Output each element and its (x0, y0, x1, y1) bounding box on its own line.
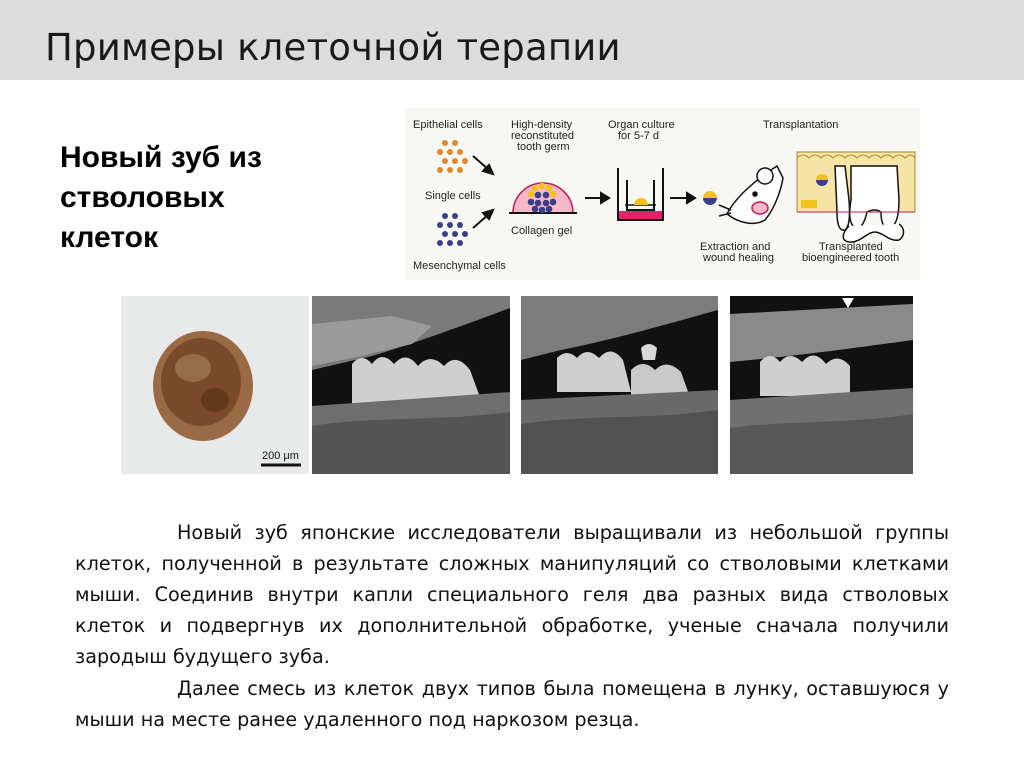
subtitle-line: клеток (60, 221, 158, 254)
epithelial-cells-cluster (437, 140, 468, 173)
organ-culture-dish-icon (618, 168, 663, 220)
label-wound-healing: wound healing (703, 252, 774, 264)
label-collagen-gel: Collagen gel (511, 225, 573, 237)
subtitle-line: Новый зуб из (60, 141, 262, 174)
jaw-ct-scan-2 (521, 296, 718, 474)
tooth-bioengineering-diagram (405, 108, 920, 280)
label-transplanted: Transplanted (819, 241, 883, 253)
label-extraction: Extraction and (700, 241, 771, 253)
body-text (75, 517, 949, 735)
label-culture-days: for 5-7 d (618, 130, 659, 142)
body-paragraph: Далее смесь из клеток двух типов была помещена в лунку, оставшуюся у мыши на месте ранее удаленного под наркозом резца. (75, 677, 949, 731)
germ-icon (703, 191, 717, 205)
mesenchymal-cells-cluster (437, 213, 468, 246)
label-high-density: High-density (511, 119, 573, 131)
label-organ-culture: Organ culture (608, 119, 675, 131)
slide-subtitle (60, 138, 320, 258)
scale-bar-label: 200 μm (262, 450, 299, 462)
jaw-ct-scan-1 (312, 296, 510, 474)
label-tooth-germ: tooth germ (517, 141, 570, 153)
body-paragraph: Новый зуб японские исследователи выращивали из небольшой группы клеток, полученной в результате сложных манипуляций со стволовыми клетками мыши. Соединив внутри капли специального геля два разных вида стволовых клеток и подвергнув их дополнительной обработке, ученые сначала получили зародыш будущего зуба. (75, 521, 949, 668)
jaw-ct-scan-3 (730, 296, 913, 474)
tooth-germ-icon (509, 183, 577, 214)
label-transplantation: Transplantation (763, 119, 839, 131)
arrow-icon (585, 193, 609, 203)
label-reconstituted: reconstituted (511, 130, 574, 142)
label-bioengineered-tooth: bioengineered tooth (802, 252, 900, 264)
subtitle-line: стволовых (60, 181, 225, 214)
label-epithelial-cells: Epithelial cells (413, 119, 483, 131)
transplanted-tooth-icon (797, 152, 915, 242)
label-single-cells: Single cells (425, 190, 481, 202)
slide-title: Примеры клеточной терапии (45, 26, 621, 69)
arrow-icon (670, 193, 695, 203)
label-mesenchymal-cells: Mesenchymal cells (413, 260, 506, 272)
mouse-icon (719, 166, 783, 223)
tooth-germ-micrograph (121, 296, 309, 474)
